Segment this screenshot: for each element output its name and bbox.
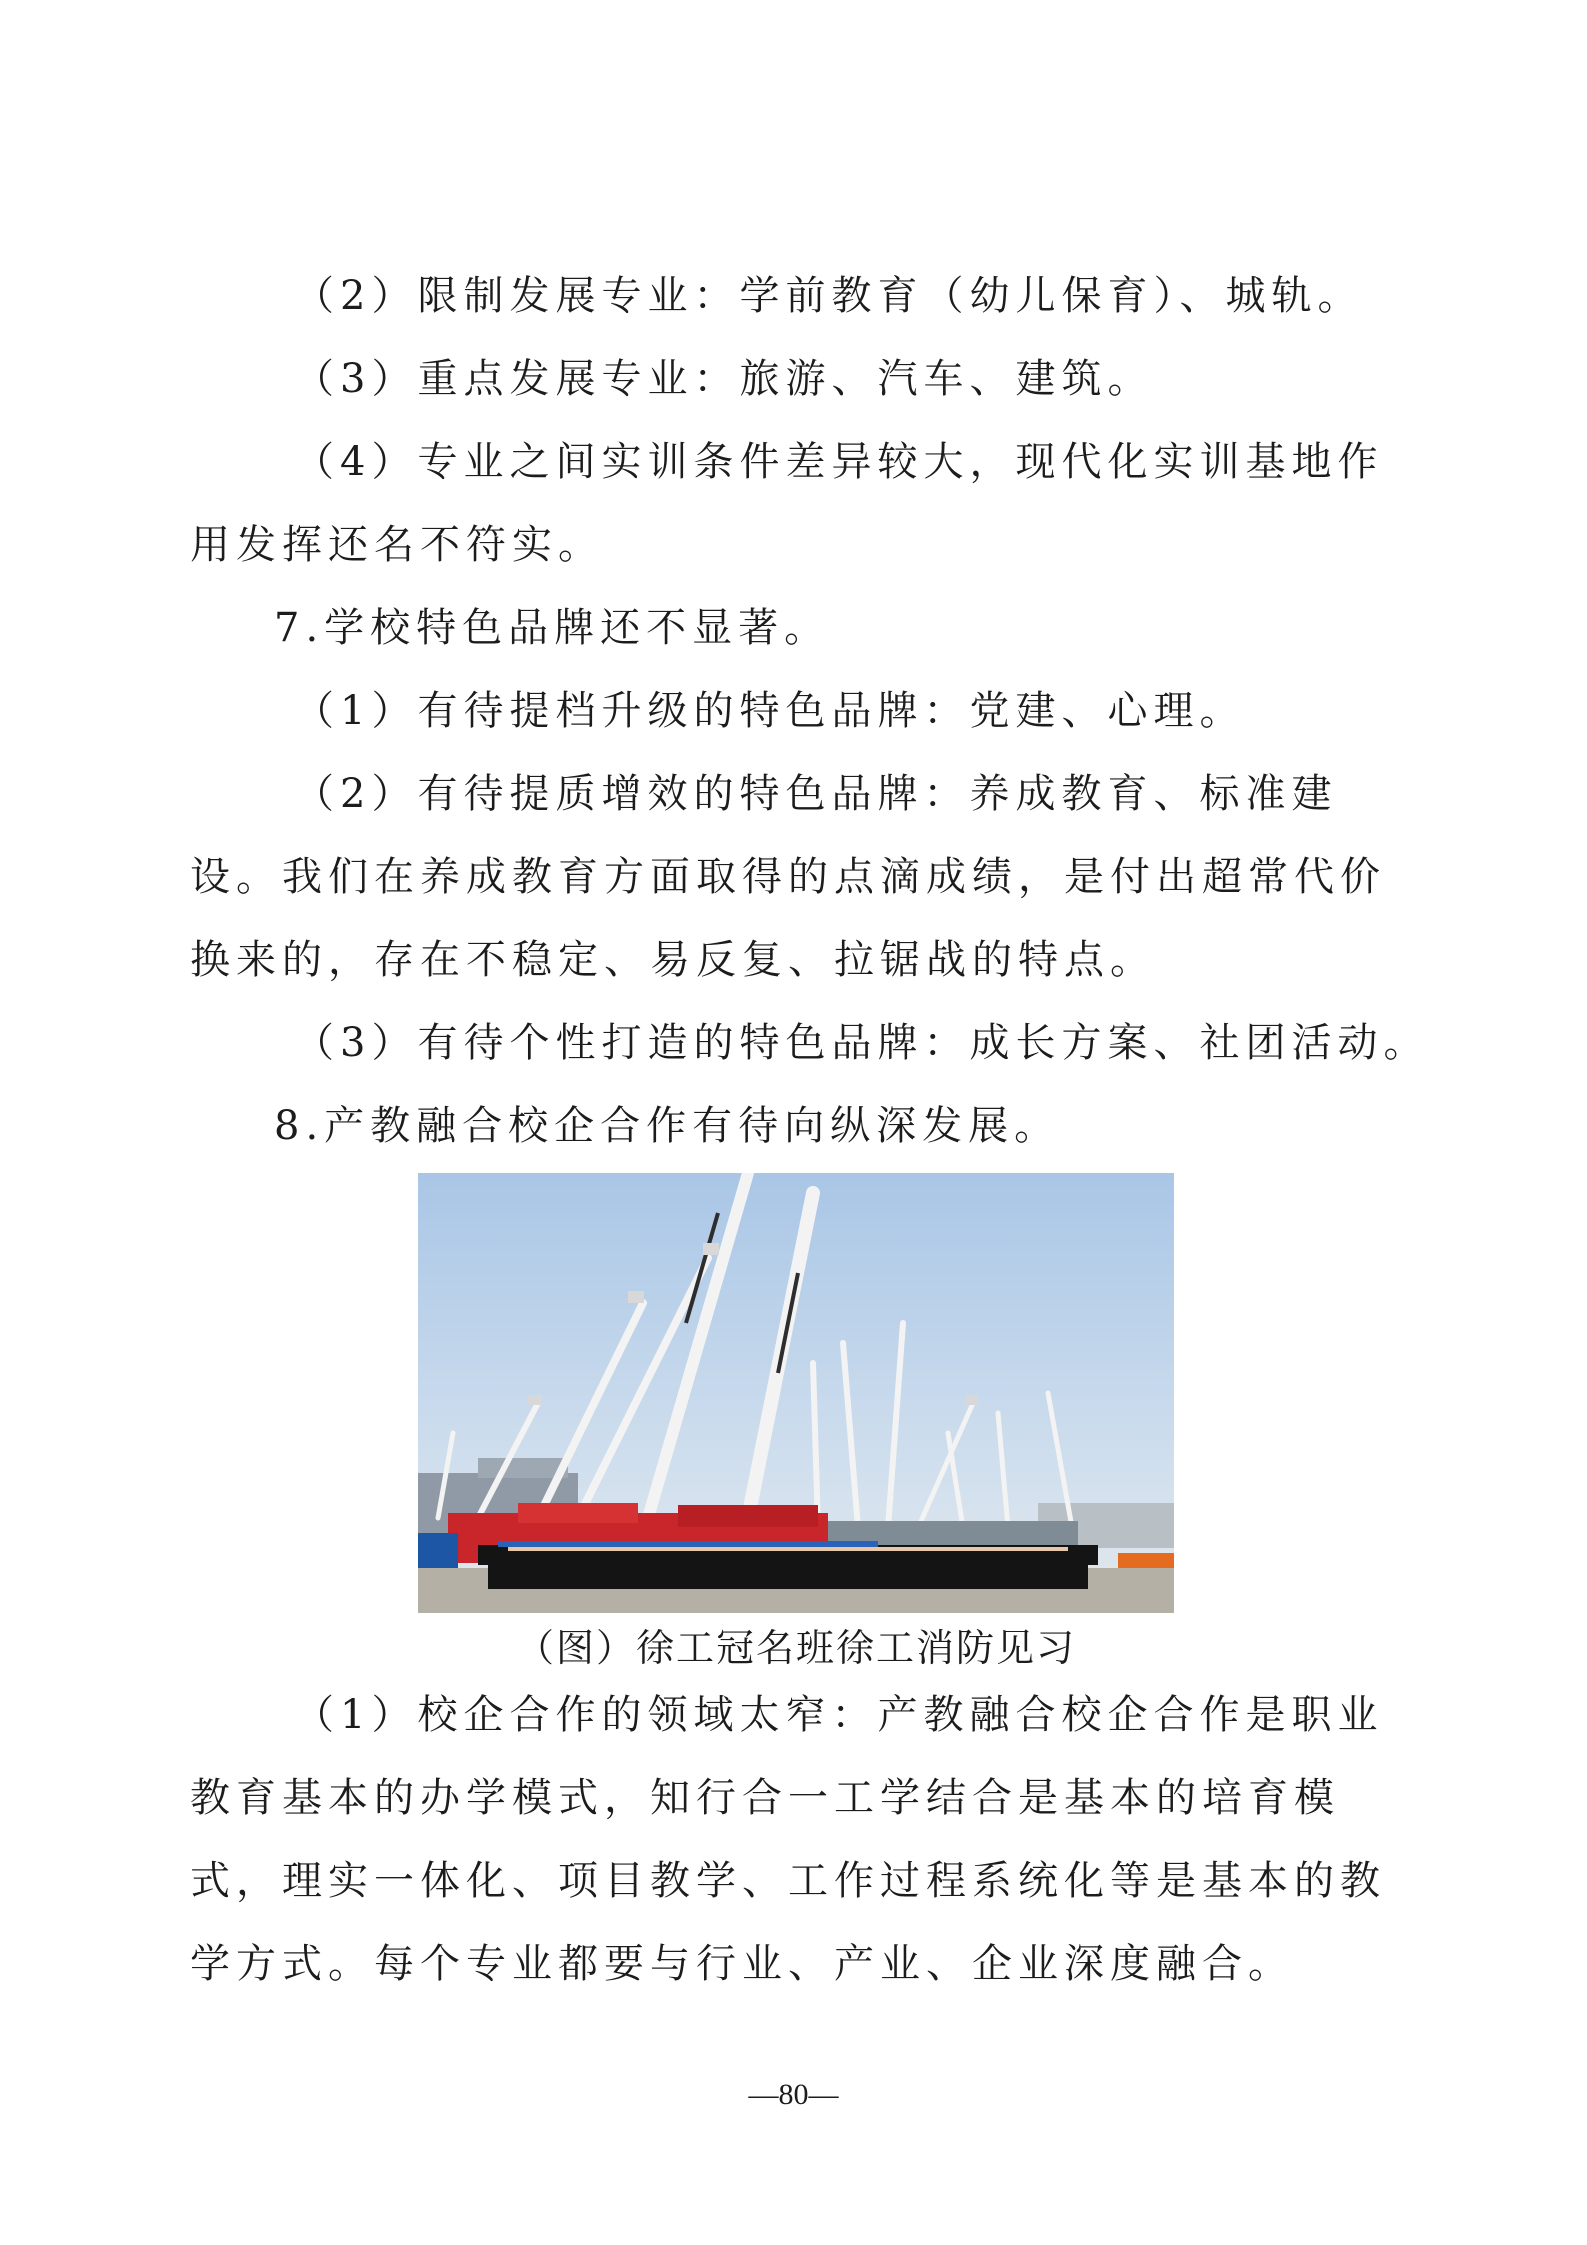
heading-school-brand: 7.学校特色品牌还不显著。 (274, 605, 831, 651)
paragraph-key-majors: （3）重点发展专业：旅游、汽车、建筑。 (294, 356, 1154, 402)
figure-caption: （图）徐工冠名班徐工消防见习 (515, 1626, 1076, 1670)
heading-industry-education: 8.产教融合校企合作有待向纵深发展。 (274, 1103, 1061, 1149)
paragraph-training-conditions: （4）专业之间实训条件差异较大，现代化实训基地作用发挥还名不符实。 (190, 439, 1384, 568)
paragraph-brand-upgrade: （1）有待提档升级的特色品牌：党建、心理。 (294, 688, 1246, 734)
fire-truck-photo (418, 1173, 1174, 1613)
paragraph-restricted-majors: （2）限制发展专业：学前教育（幼儿保育）、城轨。 (294, 273, 1364, 319)
paragraph-brand-personal: （3）有待个性打造的特色品牌：成长方案、社团活动。 (294, 1020, 1430, 1066)
paragraph-brand-quality: （2）有待提质增效的特色品牌：养成教育、标准建设。我们在养成教育方面取得的点滴成绩，是付出超常代价换来的，存在不稳定、易反复、拉锯战的特点。 (190, 771, 1386, 983)
page-number: —80— (748, 2078, 839, 2111)
paragraph-cooperation-scope: （1）校企合作的领域太窄：产教融合校企合作是职业教育基本的办学模式，知行合一工学结合是基本的培育模式，理实一体化、项目教学、工作过程系统化等是基本的教学方式。每个专业都要与行业、产业、企业深度融合。 (190, 1692, 1386, 1987)
